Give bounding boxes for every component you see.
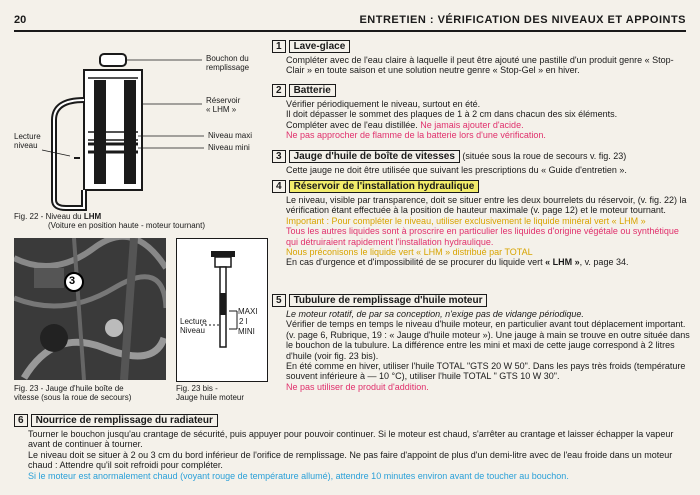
label-reservoir: Réservoir « LHM » <box>206 96 241 114</box>
section-1-number: 1 <box>272 40 286 53</box>
section-2-warning-acid: Ne jamais ajouter d'acide. <box>420 119 524 130</box>
figure-22-caption <box>14 212 274 230</box>
figure-23bis <box>176 238 268 382</box>
label-lecture-niveau: Lecture niveau <box>14 132 41 150</box>
section-6-number: 6 <box>14 414 28 427</box>
figure-22-caption-prefix: Fig. 22 - Niveau du <box>14 212 84 221</box>
section-5-title: Tubulure de remplissage d'huile moteur <box>289 294 488 307</box>
section-4 <box>272 180 690 268</box>
section-3-title: Jauge d'huile de boîte de vitesses <box>289 150 460 163</box>
section-4-text2: En cas d'urgence et d'impossibilité de se procurer du liquide vert <box>286 257 546 268</box>
figure-23-photo <box>14 238 166 380</box>
section-4-warning: Tous les autres liquides sont à proscrire en particulier les liquides d'origine végétale ou synthétique qui détruiraient rapidement l'installation hydraulique. <box>286 226 679 247</box>
section-6-text: Tourner le bouchon jusqu'au crantage de sécurité, puis appuyer pour pouvoir continuer. Si le moteur est chaud, s'arrêter au crantage et laisser échapper la vapeur avant de continuer à tourner. Le niveau doit se situer à 2 ou 3 cm du bord inférieur de l'orifice de remplissage. Ne pas faire d'appoint de plus d'un demi-litre avec de l'eau froide dans un moteur chaud : Attendre qu'il soit refroidi pour compléter. <box>28 429 674 471</box>
figure-22 <box>14 40 270 212</box>
section-4-important: Important : Pour compléter le niveau, utiliser exclusivement le liquide minéral vert « LHM » <box>286 215 646 226</box>
section-5-warning: Ne pas utiliser de produit d'addition. <box>286 381 429 392</box>
figure-22-caption-bold: LHM <box>83 212 102 221</box>
section-6-title: Nourrice de remplissage du radiateur <box>31 414 218 427</box>
section-5 <box>272 294 690 392</box>
figure-23bis-caption: Fig. 23 bis - Jauge huile moteur <box>176 384 245 402</box>
section-2-text: Vérifier périodiquement le niveau, surtout en été. Il doit dépasser le sommet des plaques de 1 à 2 cm dans chacun des six éléments. Compléter avec de l'eau distillée. <box>286 99 618 130</box>
label-niveau-maxi: Niveau maxi <box>208 131 253 140</box>
section-2 <box>272 84 690 141</box>
label-lecture: Lecture Niveau <box>180 317 207 335</box>
page-title: ENTRETIEN : VÉRIFICATION DES NIVEAUX ET APPOINTS <box>359 14 686 26</box>
section-1-text: Compléter avec de l'eau claire à laquelle il peut être ajouté une pastille d'un produit genre « Stop-Clair » en toute saison et une solution neutre genre « Stop-Gel » en hiver. <box>286 55 674 76</box>
section-5-italic: Le moteur rotatif, de par sa conception, n'exige pas de vidange périodique. <box>286 309 584 319</box>
figure-23-marker: 3 <box>69 275 76 287</box>
label-niveau-mini: Niveau mini <box>208 143 250 152</box>
section-4-recommendation: Nous préconisons le liquide vert « LHM » distribué par TOTAL <box>286 247 533 258</box>
section-4-text2-bold: « LHM » <box>545 257 580 268</box>
section-1-title: Lave-glace <box>289 40 351 53</box>
section-4-text2-end: , v. page 34. <box>579 257 629 268</box>
section-3-number: 3 <box>272 150 286 163</box>
header-rule <box>14 30 686 32</box>
section-2-warning-flame: Ne pas approcher de flamme de la batterie lors d'une vérification. <box>286 130 546 141</box>
label-2l: 2 l <box>239 317 248 326</box>
section-3 <box>272 150 690 175</box>
section-6 <box>14 414 690 481</box>
section-2-title: Batterie <box>289 84 336 97</box>
section-4-title: Réservoir de l'installation hydraulique <box>289 180 480 193</box>
label-bouchon: Bouchon du remplissage <box>206 54 250 72</box>
section-1 <box>272 40 690 76</box>
section-6-warning: Si le moteur est anormalement chaud (voyant rouge de température allumé), attendre 10 minutes environ avant de toucher au bouchon. <box>28 470 569 481</box>
section-3-title-suffix: (située sous la roue de secours v. fig. 23) <box>459 151 627 161</box>
section-5-text: Vérifier de temps en temps le niveau d'huile moteur, en particulier avant tout déplacement important. (v. page 6, Rubrique, 19 : « Jauge d'huile moteur »). Une jauge à main se trouve en outre située dans le bouchon de la tubulure. La différence entre les mini et maxi de cette jauge correspond à 2 litres d'huile (voir fig. 23 bis). En été comme en hiver, utiliser l'huile TOTAL "GTS 20 W 50". Dans les pays très froids (température souvent inférieure à — 10 °C), utiliser l'huile TOTAL " GTS 10 W 30". <box>286 319 690 382</box>
section-2-number: 2 <box>272 84 286 97</box>
figure-23-caption: Fig. 23 - Jauge d'huile boîte de vitesse (sous la roue de secours) <box>14 384 132 402</box>
section-5-number: 5 <box>272 294 286 307</box>
page-number: 20 <box>14 14 27 26</box>
label-maxi: MAXI <box>238 307 258 316</box>
figure-22-caption-2: (Voiture en position haute - moteur tournant) <box>48 221 205 230</box>
section-4-number: 4 <box>272 180 286 193</box>
section-3-text: Cette jauge ne doit être utilisée que suivant les prescriptions du « Guide d'entretien ». <box>286 165 627 175</box>
section-4-text: Le niveau, visible par transparence, doit se situer entre les deux bourrelets du réservoir, (v. fig. 22) la vérification étant effectuée à la position de hauteur maximale (v. page 12) et le moteur tournant. <box>286 195 687 216</box>
label-mini: MINI <box>238 327 255 336</box>
